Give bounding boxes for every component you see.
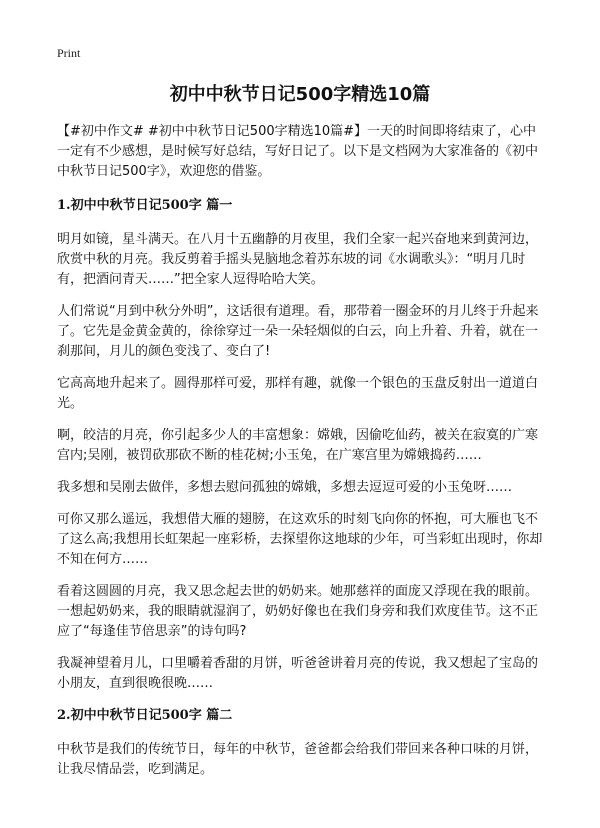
- print-link[interactable]: Print: [57, 46, 81, 60]
- paragraph: 我多想和吴刚去做伴，多想去慰问孤独的嫦娥，多想去逗逗可爱的小玉兔呀……: [57, 480, 513, 495]
- paragraph: 可你又那么遥远，我想借大雁的翅膀，在这欢乐的时刻飞向你的怀抱，可大雁也飞不了这么高;我想用长虹架起一座彩桥，去探望你这地球的少年，可当彩虹出现时，你却不知在何方……: [57, 512, 543, 567]
- section-heading: 2.初中中秋节日记500字 篇二: [57, 708, 233, 723]
- article-body: [57, 122, 547, 792]
- paragraph: 人们常说“月到中秋分外明”，这话很有道理。看，那带着一圈金环的月儿终于升起来了。它先是金黄金黄的，徐徐穿过一朵一朵轻烟似的白云，向上升着、升着，就在一刹那间，月儿的颜色变浅了、变白了!: [57, 304, 539, 359]
- intro-paragraph: 【#初中作文# #初中中秋节日记500字精选10篇#】一天的时间即将结束了，心中一定有不少感想，是时候写好总结，写好日记了。以下是文档网为大家准备的《初中中秋节日记500字》，欢迎您的借鉴。: [57, 124, 539, 179]
- page-title: 初中中秋节日记500字精选10篇: [169, 84, 431, 105]
- paragraph: 明月如镜，星斗满天。在八月十五幽静的月夜里，我们全家一起兴奋地来到黄河边，欣赏中秋的月亮。我反剪着手摇头晃脑地念着苏东坡的词《水调歌头》：“明月几时有，把酒问青天……”把全家人逗得哈哈大笑。: [57, 232, 539, 287]
- section-heading: 1.初中中秋节日记500字 篇一: [57, 198, 233, 213]
- section-2: [57, 706, 547, 780]
- section-1: [57, 196, 547, 694]
- paragraph: 我凝神望着月儿，口里嚼着香甜的月饼，听爸爸讲着月亮的传说，我又想起了宝岛的小朋友，直到很晚很晚……: [57, 656, 539, 691]
- paragraph: 啊，皎洁的月亮，你引起多少人的丰富想象：嫦娥，因偷吃仙药，被关在寂寞的广寒宫内;吴刚，被罚砍那砍不断的桂花树;小玉兔，在广寒宫里为嫦娥捣药……: [57, 428, 539, 463]
- paragraph: 看着这圆圆的月亮，我又思念起去世的奶奶来。她那慈祥的面庞又浮现在我的眼前。一想起奶奶来，我的眼睛就湿润了，奶奶好像也在我们身旁和我们欢度佳节。这不正应了“每逢佳节倍思亲”的诗句吗?: [57, 584, 539, 639]
- paragraph: 它高高地升起来了。圆得那样可爱，那样有趣，就像一个银色的玉盘反射出一道道白光。: [57, 376, 539, 411]
- paragraph: 中秋节是我们的传统节日，每年的中秋节，爸爸都会给我们带回来各种口味的月饼，让我尽情品尝，吃到满足。: [57, 742, 539, 777]
